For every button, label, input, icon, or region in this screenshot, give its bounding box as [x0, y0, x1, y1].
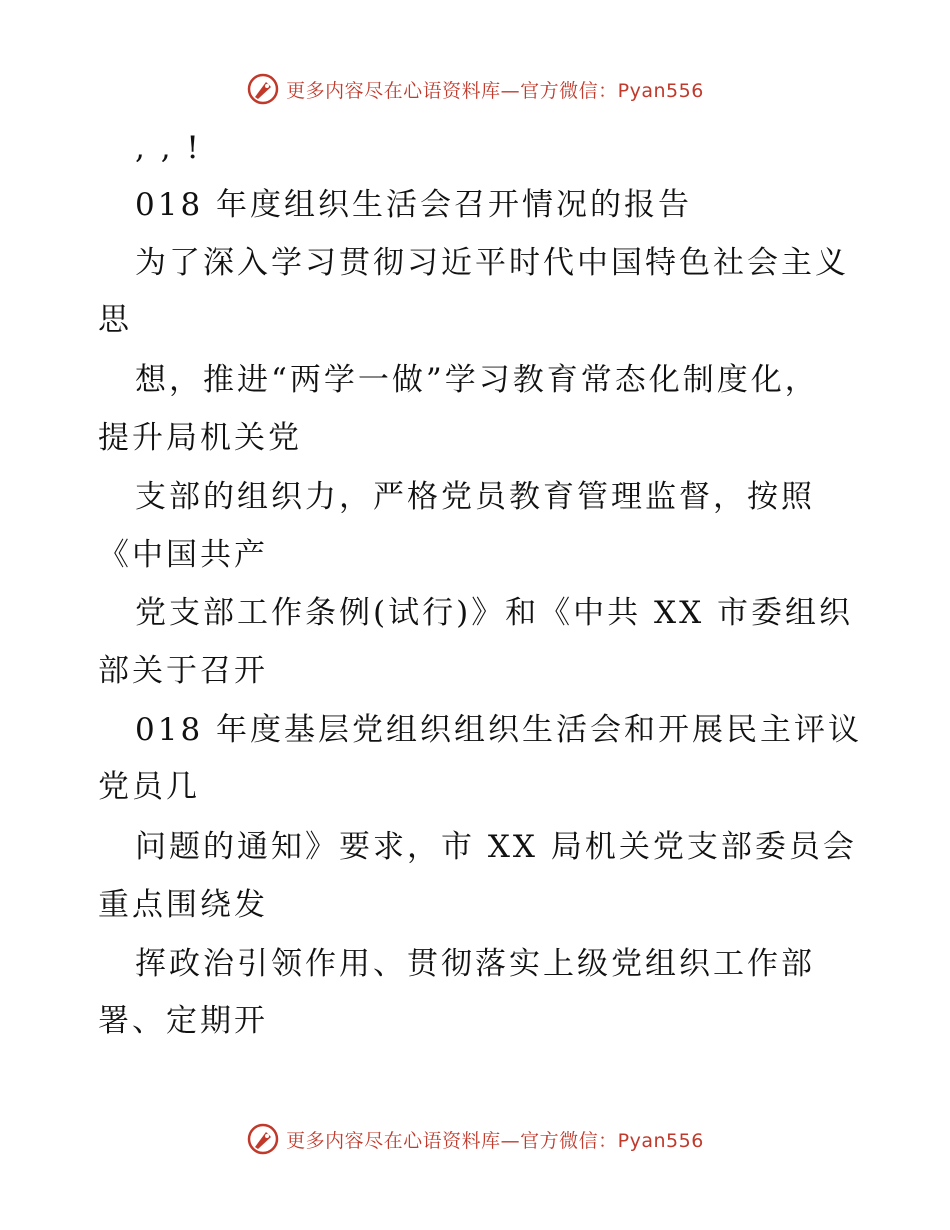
text-line: 问题的通知》要求，市 XX 局机关党支部委员会: [135, 829, 857, 865]
text-line: 支部的组织力，严格党员教育管理监督，按照: [135, 479, 815, 515]
text-line: 018 年度基层党组织组织生活会和开展民主评议: [135, 712, 863, 748]
text-line: 党支部工作条例(试行)》和《中共 XX 市委组织: [135, 595, 854, 631]
text-line: 《中国共产: [98, 537, 268, 573]
text-line: 署、定期开: [98, 1003, 268, 1039]
text-line: 为了深入学习贯彻习近平时代中国特色社会主义: [135, 245, 849, 281]
text-line: 挥政治引领作用、贯彻落实上级党组织工作部: [135, 946, 815, 982]
text-line: 党员几: [98, 769, 200, 805]
text-line: 思: [98, 302, 132, 338]
document-title: 018 年度组织生活会召开情况的报告: [135, 187, 693, 223]
text-line: 提升局机关党: [98, 420, 302, 456]
watermark-text: 更多内容尽在心语资料库—官方微信：Pyan556: [286, 1129, 704, 1152]
watermark-text: 更多内容尽在心语资料库—官方微信：Pyan556: [286, 79, 704, 102]
pen-nib-logo-icon: [246, 1122, 280, 1156]
text-line: , , !: [135, 130, 202, 166]
text-line: 重点围绕发: [98, 887, 268, 923]
text-line: 部关于召开: [98, 653, 268, 689]
text-line: 想，推进“两学一做”学习教育常态化制度化，: [135, 362, 819, 398]
footer-watermark: [0, 1122, 950, 1156]
